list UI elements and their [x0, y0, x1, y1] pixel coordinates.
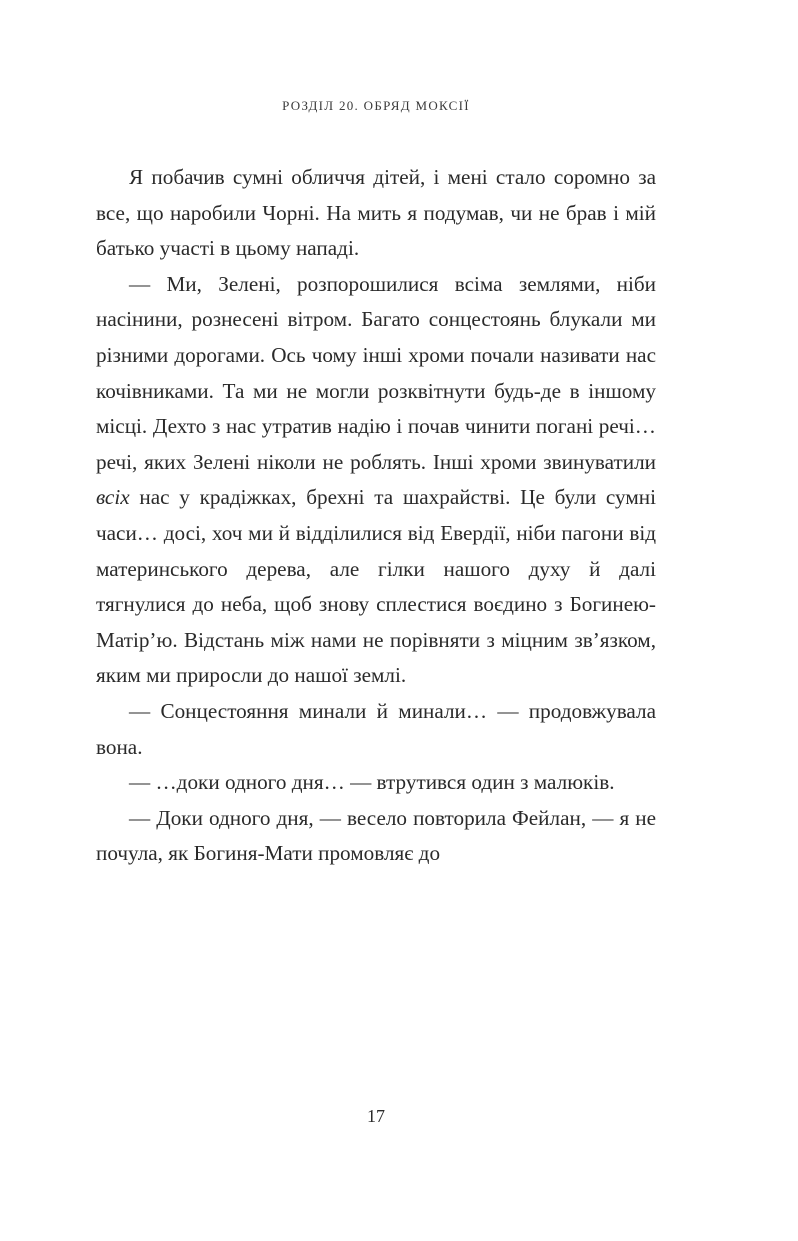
paragraph: — Доки одного дня, — весело повторила Фейлан, — я не почула, як Богиня-Мати промовляє до — [96, 805, 656, 866]
paragraph: — Сонцестояння минали й минали… — продовжувала вона. — [96, 698, 656, 759]
body-text — [96, 160, 656, 872]
paragraph-text: — Ми, Зелені, розпорошилися всіма землями, ніби насінини, рознесені вітром. Багато сонцестоянь блукали ми різними дорогами. Ось чому інші хроми почали називати нас кочівниками. Та ми не могли розквітнути будь-де в іншому місці. Дехто з нас утратив надію і почав чинити погані речі… речі, яких Зелені ніколи не роблять. Інші хроми звинуватили — [96, 271, 656, 474]
paragraph — [96, 267, 656, 694]
page-number: 17 — [367, 1106, 385, 1126]
paragraph: — …доки одного дня… — втрутився один з малюків. — [129, 770, 615, 795]
paragraph: Я побачив сумні обличчя дітей, і мені стало соромно за все, що наробили Чорні. На мить я подумав, чи не брав і мій батько участі в цьому нападі. — [96, 165, 656, 261]
emphasis-text: всіх — [96, 485, 130, 510]
paragraph-text: нас у крадіжках, брехні та шахрайстві. Це були сумні часи… досі, хоч ми й відділилися від Евердії, ніби пагони від материнського дерева, але гілки нашого духу й далі тягнулися до неба, щоб знову сплестися воєдино з Богинею-Матір’ю. Відстань між нами не порівняти з міцним зв’язком, яким ми приросли до нашої землі. — [96, 485, 656, 688]
running-head: РОЗДІЛ 20. ОБРЯД МОКСІЇ — [282, 98, 470, 113]
